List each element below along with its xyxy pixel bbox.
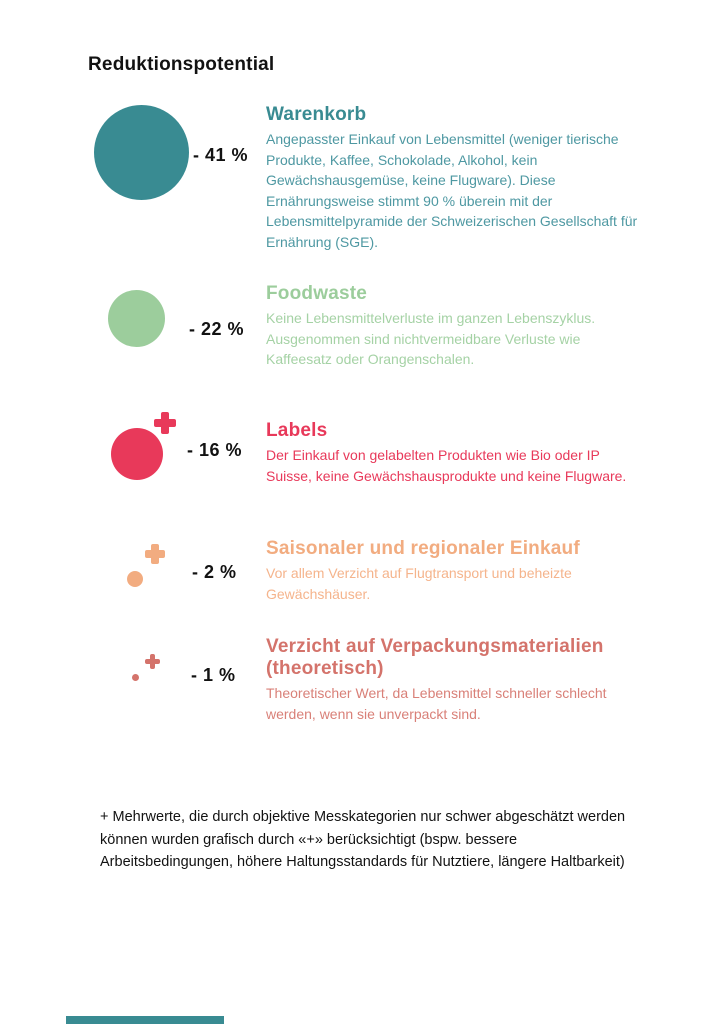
percent-label-labels: - 16 %: [187, 440, 243, 460]
section-heading-labels: Labels: [266, 420, 328, 441]
percent-label-foodwaste: - 22 %: [189, 319, 245, 339]
section-verpackung: [266, 636, 638, 724]
percent-label-verpackung: - 1 %: [191, 665, 236, 685]
section-saisonal: [266, 538, 638, 604]
section-body-saisonal: Vor allem Verzicht auf Flugtransport und beheizte Gewächshäuser.: [266, 565, 572, 602]
plus-icon-verpackung: [145, 654, 160, 669]
bottom-page-accent-bar: [66, 1016, 224, 1024]
section-body-foodwaste: Keine Lebensmittelverluste im ganzen Lebenszyklus. Ausgenommen sind nichtvermeidbare Verluste wie Kaffeesatz oder Orangenschalen.: [266, 310, 596, 367]
section-foodwaste: [266, 283, 638, 370]
bubble-labels: [111, 428, 163, 480]
bubble-verpackung: [132, 674, 139, 681]
section-warenkorb: [266, 104, 638, 252]
bubble-warenkorb: [94, 105, 189, 200]
section-body-labels: Der Einkauf von gelabelten Produkten wie Bio oder IP Suisse, keine Gewächshausprodukte und keine Flugware.: [266, 447, 627, 484]
plus-icon-labels: [154, 412, 176, 434]
section-body-verpackung: Theoretischer Wert, da Lebensmittel schneller schlecht werden, wenn sie unverpackt sind.: [266, 685, 607, 722]
section-labels: [266, 420, 638, 486]
section-heading-saisonal: Saisonaler und regionaler Einkauf: [266, 538, 580, 559]
section-heading-verpackung: Verzicht auf Verpackungsmaterialien (theoretisch): [266, 636, 604, 679]
section-heading-warenkorb: Warenkorb: [266, 104, 367, 125]
bubble-saisonal: [127, 571, 143, 587]
section-heading-foodwaste: Foodwaste: [266, 283, 368, 304]
bubble-foodwaste: [108, 290, 165, 347]
footnote: + Mehrwerte, die durch objektive Messkategorien nur schwer abgeschätzt werden können wurden grafisch durch «+» berücksichtigt (bspw. bessere Arbeitsbedingungen, höhere Haltungsstandards für Nutztiere, längere Haltbarkeit): [100, 809, 626, 870]
percent-label-saisonal: - 2 %: [192, 562, 237, 582]
section-body-warenkorb: Angepasster Einkauf von Lebensmittel (weniger tierische Produkte, Kaffee, Schokolade, Alkohol, kein Gewächshausgemüse, keine Flugware). Diese Ernährungsweise stimmt 90 % überein mit der Lebensmittelpyramide der Schweizerischen Gesellschaft für Ernährung (SGE).: [266, 131, 638, 250]
plus-icon-saisonal: [145, 544, 165, 564]
page-title: Reduktionspotential: [88, 54, 275, 75]
percent-label-warenkorb: - 41 %: [193, 145, 249, 165]
